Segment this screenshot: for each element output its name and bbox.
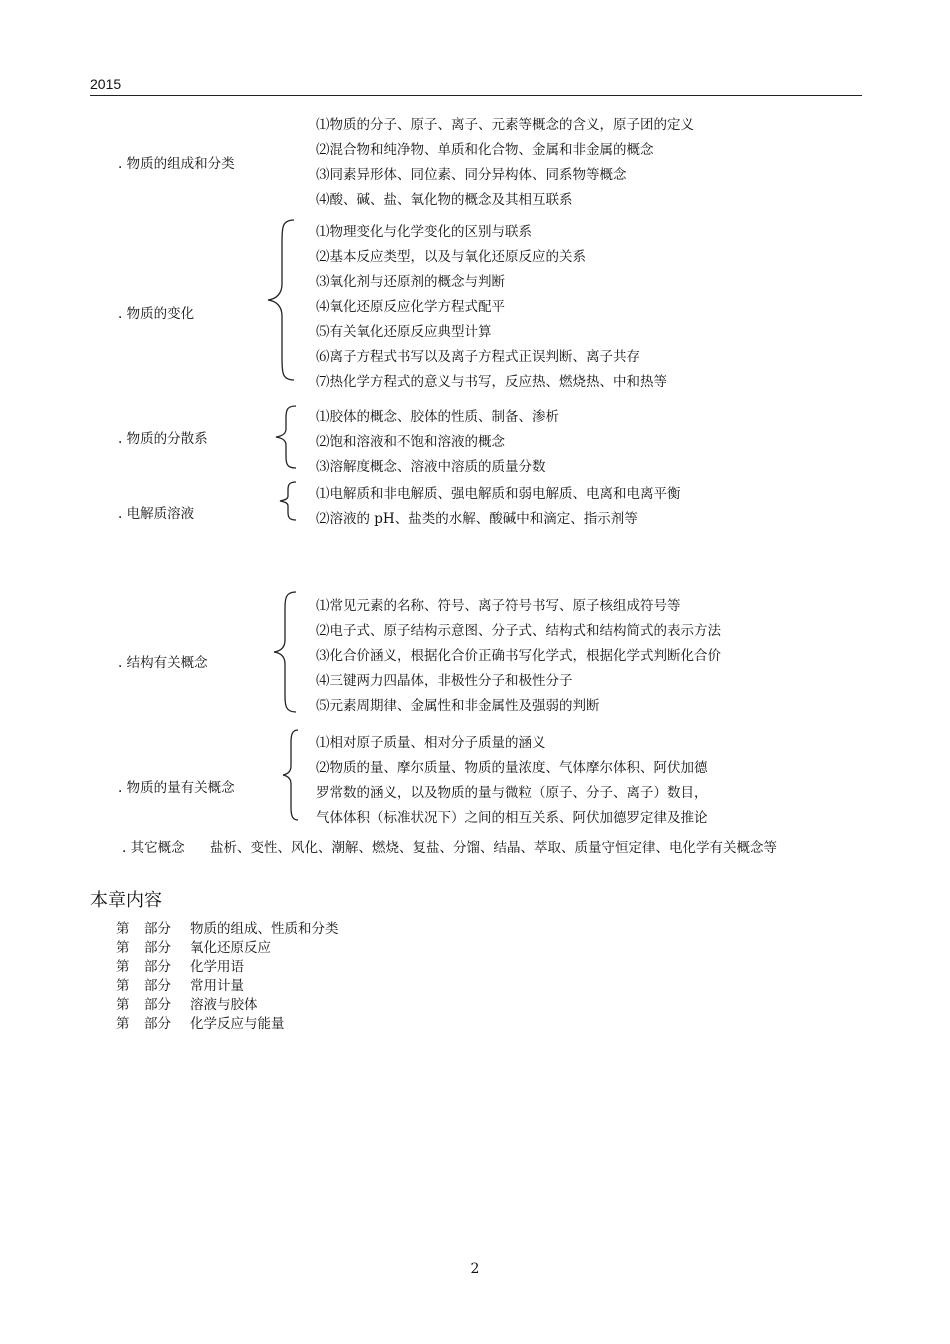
concept-item: ⑸有关氧化还原反应典型计算 <box>316 324 492 340</box>
curly-brace <box>264 218 296 382</box>
page-number: 2 <box>470 1261 480 1277</box>
toc-row <box>116 1012 285 1032</box>
concept-item: ⑺热化学方程式的意义与书写，反应热、燃烧热、中和热等 <box>316 374 667 390</box>
header-year: 2015 <box>90 76 122 92</box>
curly-brace <box>272 404 298 470</box>
toc-row <box>116 955 244 975</box>
toc-chapter-prefix: 第 <box>116 1016 130 1032</box>
topic-composition-classification: . 物质的组成和分类 <box>118 156 235 172</box>
concept-item: ⑴电解质和非电解质、强电解质和弱电解质、电离和电离平衡 <box>316 486 681 502</box>
toc-part-label: 部分 <box>144 997 171 1013</box>
toc-title: 化学反应与能量 <box>190 1016 285 1032</box>
toc-title: 氧化还原反应 <box>190 940 271 956</box>
concept-item: ⑷三键两力四晶体，非极性分子和极性分子 <box>316 673 573 689</box>
concept-item: ⑴相对原子质量、相对分子质量的涵义 <box>316 735 546 751</box>
toc-part-label: 部分 <box>144 978 171 994</box>
toc-part-label: 部分 <box>144 921 171 937</box>
toc-chapter-prefix: 第 <box>116 921 130 937</box>
toc-chapter-prefix: 第 <box>116 959 130 975</box>
concept-item: ⑵溶液的 pH、盐类的水解、酸碱中和滴定、指示剂等 <box>316 511 638 527</box>
toc-title: 溶液与胶体 <box>190 997 258 1013</box>
concept-item: ⑶溶解度概念、溶液中溶质的质量分数 <box>316 459 546 475</box>
curly-brace <box>276 480 298 522</box>
concept-item: ⑶化合价涵义，根据化合价正确书写化学式，根据化学式判断化合价 <box>316 648 721 664</box>
toc-part-label: 部分 <box>144 940 171 956</box>
toc-row <box>116 974 244 994</box>
concept-item: ⑷氧化还原反应化学方程式配平 <box>316 299 505 315</box>
concept-item: 罗常数的涵义，以及物质的量与微粒（原子、分子、离子）数目， <box>316 785 708 801</box>
toc-title: 化学用语 <box>190 959 244 975</box>
toc-title: 常用计量 <box>190 978 244 994</box>
curly-brace <box>270 590 298 714</box>
concept-item: ⑹离子方程式书写以及离子方程式正误判断、离子共存 <box>316 349 640 365</box>
concept-item: ⑴物理变化与化学变化的区别与联系 <box>316 224 532 240</box>
concept-item: ⑵物质的量、摩尔质量、物质的量浓度、气体摩尔体积、阿伏加德 <box>316 760 708 776</box>
toc-row <box>116 993 258 1013</box>
topic-substance-change: . 物质的变化 <box>118 306 195 322</box>
other-concepts-list: 盐析、变性、风化、潮解、燃烧、复盐、分馏、结晶、萃取、质量守恒定律、电化学有关概念等 <box>210 840 777 856</box>
header-rule <box>90 95 862 96</box>
concept-item: ⑴胶体的概念、胶体的性质、制备、渗析 <box>316 409 559 425</box>
concept-item: ⑵基本反应类型，以及与氧化还原反应的关系 <box>316 249 586 265</box>
toc-part-label: 部分 <box>144 1016 171 1032</box>
concept-item: ⑴常见元素的名称、符号、离子符号书写、原子核组成符号等 <box>316 598 681 614</box>
concept-item: ⑵饱和溶液和不饱和溶液的概念 <box>316 434 505 450</box>
toc-row <box>116 936 271 956</box>
toc-chapter-prefix: 第 <box>116 997 130 1013</box>
topic-other-concepts: . 其它概念 <box>122 840 185 856</box>
concept-item: ⑶同素异形体、同位素、同分异构体、同系物等概念 <box>316 167 627 183</box>
curly-brace <box>280 728 300 822</box>
toc-part-label: 部分 <box>144 959 171 975</box>
topic-dispersion-system: . 物质的分散系 <box>118 431 208 447</box>
concept-item: ⑶氧化剂与还原剂的概念与判断 <box>316 274 505 290</box>
chapter-heading: 本章内容 <box>90 890 162 911</box>
toc-row <box>116 917 339 937</box>
toc-chapter-prefix: 第 <box>116 940 130 956</box>
concept-item: ⑷酸、碱、盐、氧化物的概念及其相互联系 <box>316 192 573 208</box>
concept-item: ⑵混合物和纯净物、单质和化合物、金属和非金属的概念 <box>316 142 654 158</box>
concept-item: ⑵电子式、原子结构示意图、分子式、结构式和结构简式的表示方法 <box>316 623 721 639</box>
toc-title: 物质的组成、性质和分类 <box>190 921 339 937</box>
concept-item: ⑸元素周期律、金属性和非金属性及强弱的判断 <box>316 698 600 714</box>
topic-electrolyte-solution: . 电解质溶液 <box>118 506 195 522</box>
toc-chapter-prefix: 第 <box>116 978 130 994</box>
topic-amount-of-substance: . 物质的量有关概念 <box>118 780 235 796</box>
concept-item: 气体体积（标准状况下）之间的相互关系、阿伏加德罗定律及推论 <box>316 810 708 826</box>
concept-item: ⑴物质的分子、原子、离子、元素等概念的含义，原子团的定义 <box>316 117 694 133</box>
topic-structure-concepts: . 结构有关概念 <box>118 655 208 671</box>
